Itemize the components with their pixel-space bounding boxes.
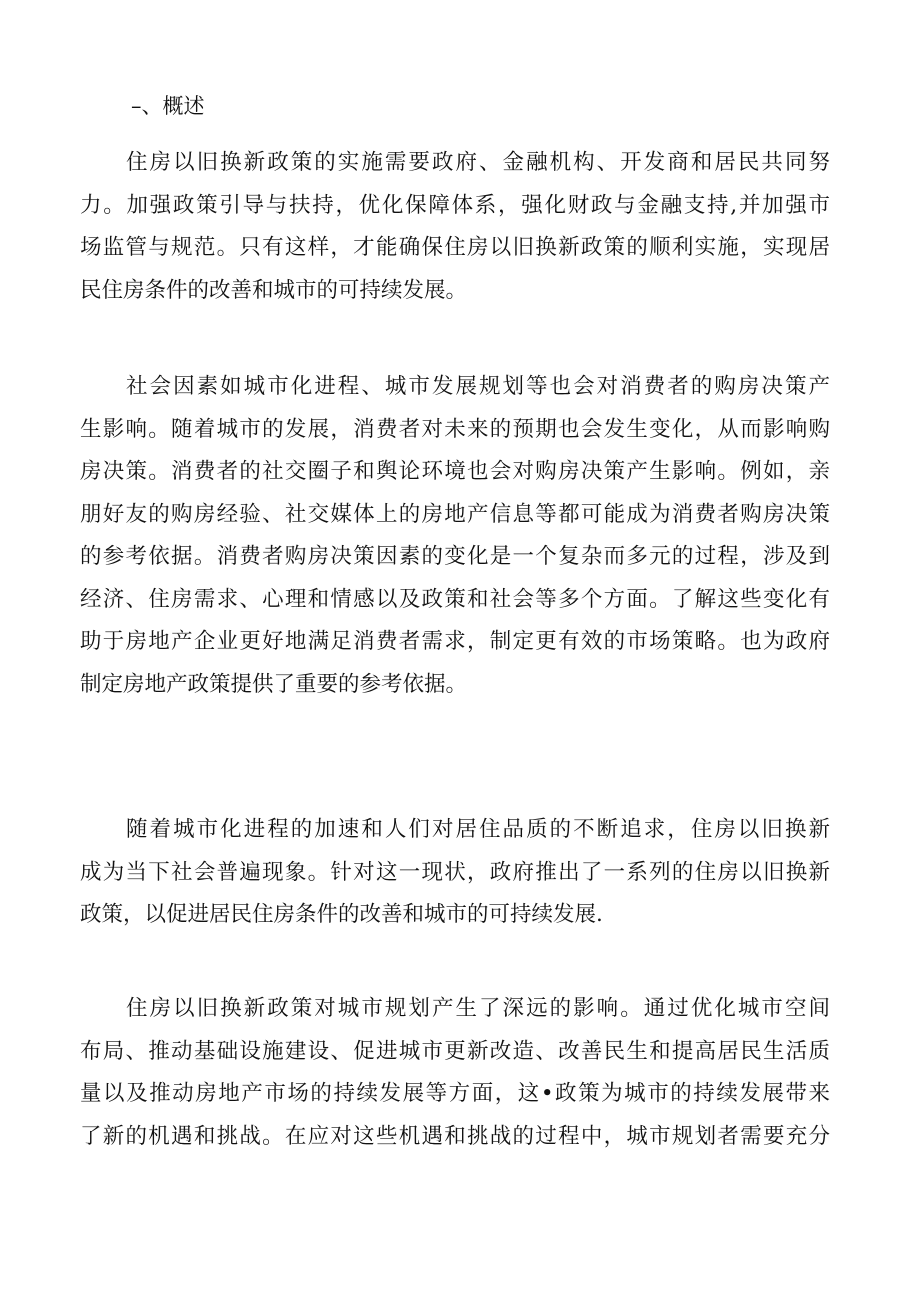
paragraph-line: 社会因素如城市化进程、城市发展规划等也会对消费者的购房决策产 [126,374,830,399]
paragraph-line: 随着城市化进程的加速和人们对居住品质的不断追求，住房以旧换新 [126,817,830,842]
paragraph-policy-implementation [80,142,830,312]
paragraph-line: 的参考依据。消费者购房决策因素的变化是一个复杂而多元的过程，涉及到 [80,544,830,569]
section-heading: –、概述 [131,94,205,118]
paragraph-line: 布局、推动基础设施建设、促进城市更新改造、改善民生和提高居民生活质 [80,1038,830,1064]
paragraph-line: 住房以旧换新政策对城市规划产生了深远的影响。通过优化城市空间 [126,996,830,1021]
paragraph-line: 民住房条件的改善和城市的可持续发展。 [80,277,468,303]
paragraph-urbanization [80,809,830,937]
paragraph-line: 政策，以促进居民住房条件的改善和城市的可持续发展. [80,902,603,927]
paragraph-line: 朋好友的购房经验、社交媒体上的房地产信息等都可能成为消费者购房决策 [80,501,830,527]
paragraph-line: 量以及推动房地产市场的持续发展等方面，这•政策为城市的持续发展带来 [80,1081,830,1106]
paragraph-urban-planning [80,988,830,1158]
paragraph-line: 助于房地产企业更好地满足消费者需求，制定更有效的市场策略。也为政府 [80,629,830,654]
paragraph-line: 成为当下社会普遍现象。针对这一现状，政府推出了一系列的住房以旧换新 [80,859,830,885]
paragraph-social-factors [80,366,830,706]
paragraph-line: 生影响。随着城市的发展，消费者对未来的预期也会发生变化，从而影响购 [80,416,830,442]
paragraph-line: 场监管与规范。只有这样，才能确保住房以旧换新政策的顺利实施，实现居 [80,235,830,260]
paragraph-line: 经济、住房需求、心理和情感以及政策和社会等多个方面。了解这些变化有 [80,586,830,612]
paragraph-line: 房决策。消费者的社交圈子和舆论环境也会对购房决策产生影响。例如，亲 [80,459,830,484]
paragraph-line: 制定房地产政策提供了重要的参考依据。 [80,671,468,697]
paragraph-line: 力。加强政策引导与扶持，优化保障体系，强化财政与金融支持,并加强市 [80,192,830,218]
paragraph-line: 住房以旧换新政策的实施需要政府、金融机构、开发商和居民共同努 [126,150,830,175]
paragraph-line: 了新的机遇和挑战。在应对这些机遇和挑战的过程中，城市规划者需要充分 [80,1123,830,1149]
